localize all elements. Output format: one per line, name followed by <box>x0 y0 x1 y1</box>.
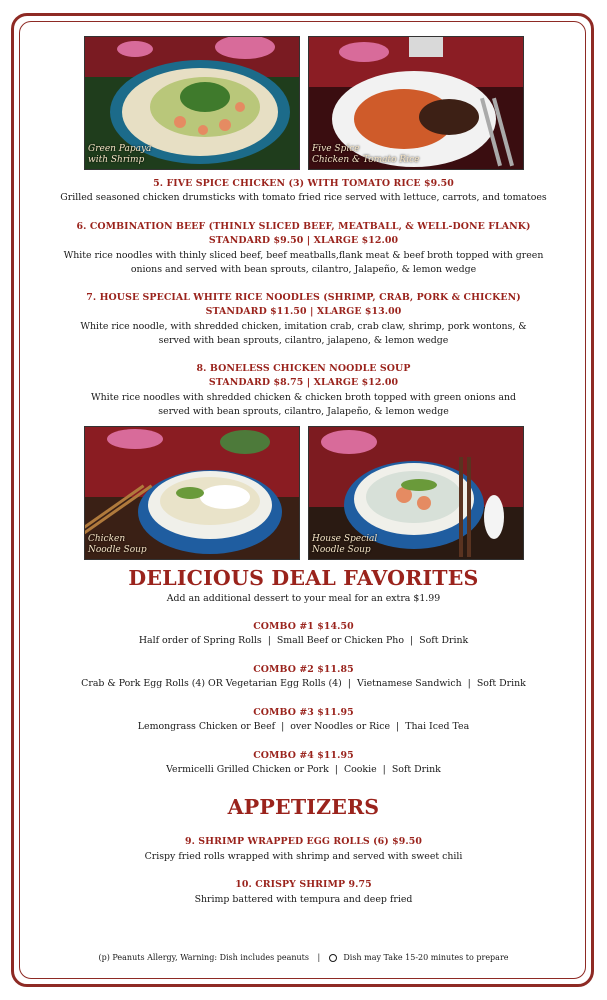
photo-chicken-noodle-soup <box>84 426 300 560</box>
appetizer-9-title: 9. SHRIMP WRAPPED EGG ROLLS (6) $9.50 <box>184 836 423 847</box>
caption-five-spice: Five Spice Chicken & Tomato Rice <box>312 144 420 165</box>
footer-notes: (p) Peanuts Allergy, Warning: Dish includes peanuts | Dish may Take 15-20 minutes to prepare <box>98 953 509 962</box>
combo-3-items: Lemongrass Chicken or Beef | over Noodles or Rice | Thai Iced Tea <box>137 721 470 732</box>
appetizer-10-title: 10. CRISPY SHRIMP 9.75 <box>235 879 372 890</box>
combo-4-title: COMBO #4 $11.95 <box>253 750 354 761</box>
item-6-description-line2: onions and served with bean sprouts, cilantro, Jalapeño, & lemon wedge <box>130 264 477 275</box>
deals-subtitle: Add an additional dessert to your meal for an extra $1.99 <box>166 593 441 604</box>
combo-4-items: Vermicelli Grilled Chicken or Pork | Cookie | Soft Drink <box>166 764 441 775</box>
combo-2-title: COMBO #2 $11.85 <box>253 664 354 675</box>
caption-house-special-noodle-soup: House Special Noodle Soup <box>312 534 378 555</box>
caption-green-papaya: Green Papaya with Shrimp <box>88 144 152 165</box>
photo-green-papaya <box>84 36 300 170</box>
item-7-title: 7. HOUSE SPECIAL WHITE RICE NOODLES (SHRIMP, CRAB, PORK & CHICKEN) <box>86 292 521 303</box>
appetizer-9-description: Crispy fried rolls wrapped with shrimp and served with sweet chili <box>144 851 463 862</box>
item-7-description-line2: served with bean sprouts, cilantro, jalapeno, & lemon wedge <box>158 335 449 346</box>
caption-chicken-noodle-soup: Chicken Noodle Soup <box>88 534 147 555</box>
item-7-description-line1: White rice noodle, with shredded chicken, imitation crab, crab claw, shrimp, pork wontons, & <box>80 321 527 332</box>
item-6-title: 6. COMBINATION BEEF (THINLY SLICED BEEF, MEATBALL, & WELL-DONE FLANK) <box>76 221 531 232</box>
item-8-description-line1: White rice noodles with shredded chicken & chicken broth topped with green onions and <box>90 392 517 403</box>
combo-3-title: COMBO #3 $11.95 <box>253 707 354 718</box>
clock-icon <box>329 954 337 962</box>
appetizers-heading: APPETIZERS <box>227 795 380 819</box>
item-5-description: Grilled seasoned chicken drumsticks with tomato fried rice served with lettuce, carrots, and tomatoes <box>60 192 547 203</box>
item-7-prices: STANDARD $11.50 | XLARGE $13.00 <box>205 306 402 317</box>
peanut-allergy-note: (p) Peanuts Allergy, Warning: Dish includes peanuts <box>98 953 309 962</box>
appetizer-10-description: Shrimp battered with tempura and deep fried <box>194 894 413 905</box>
item-8-prices: STANDARD $8.75 | XLARGE $12.00 <box>208 377 399 388</box>
item-8-description-line2: served with bean sprouts, cilantro, Jalapeño, & lemon wedge <box>158 406 449 417</box>
combo-1-items: Half order of Spring Rolls | Small Beef or Chicken Pho | Soft Drink <box>138 635 469 646</box>
item-6-description-line1: White rice noodles with thinly sliced beef, beef meatballs,flank meat & beef broth topped with green <box>63 250 544 261</box>
item-6-prices: STANDARD $9.50 | XLARGE $12.00 <box>208 235 399 246</box>
item-5-title: 5. FIVE SPICE CHICKEN (3) WITH TOMATO RICE $9.50 <box>153 178 454 189</box>
item-8-title: 8. BONELESS CHICKEN NOODLE SOUP <box>196 363 411 374</box>
prep-time-note: Dish may Take 15-20 minutes to prepare <box>343 953 509 962</box>
photo-house-special-noodle-soup <box>308 426 524 560</box>
combo-1-title: COMBO #1 $14.50 <box>253 621 354 632</box>
combo-2-items: Crab & Pork Egg Rolls (4) OR Vegetarian Egg Rolls (4) | Vietnamese Sandwich | Soft Drink <box>81 678 526 689</box>
photo-five-spice <box>308 36 524 170</box>
deals-heading: DELICIOUS DEAL FAVORITES <box>128 566 479 590</box>
